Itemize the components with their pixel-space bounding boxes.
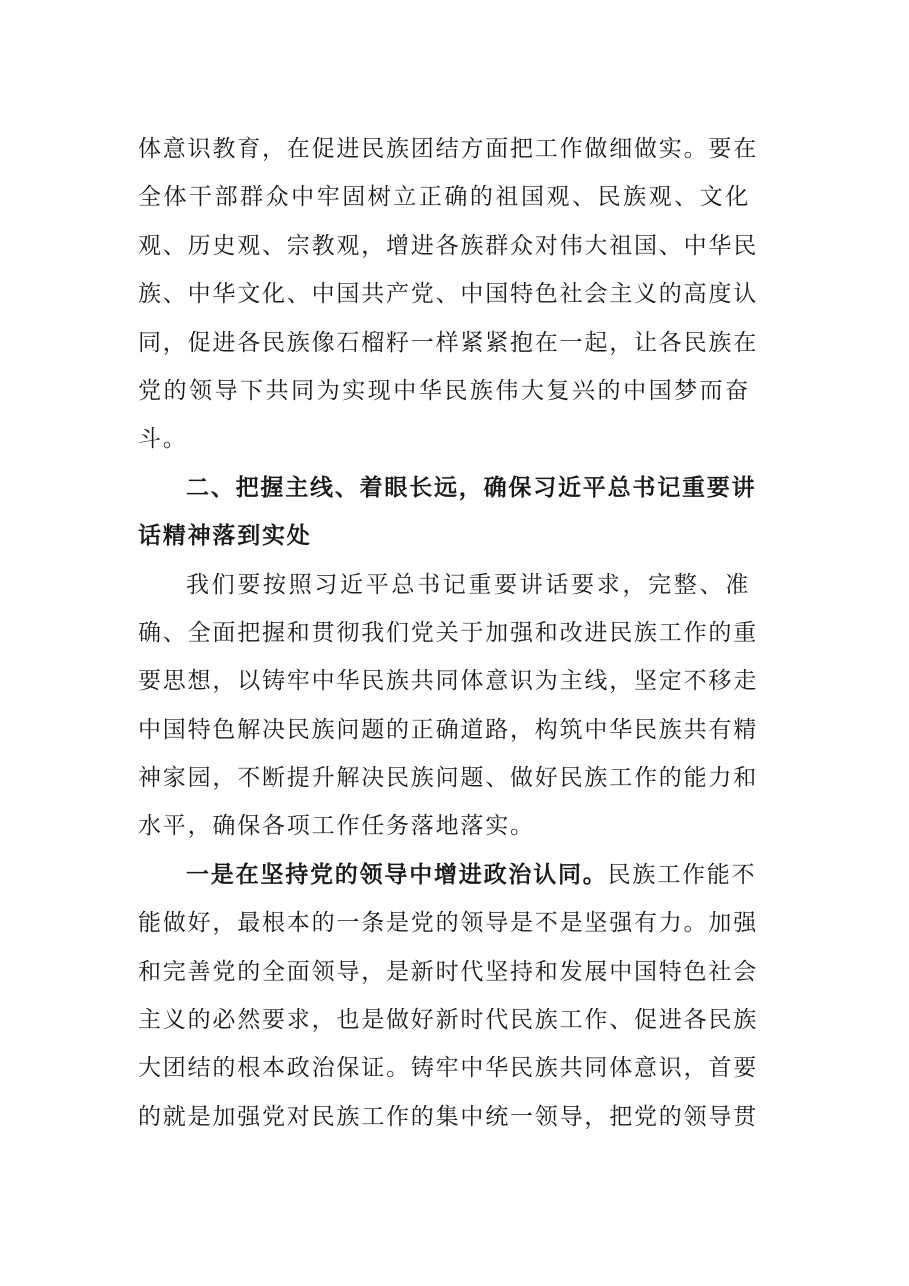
paragraph-line: 我们要按照习近平总书记重要讲话要求，完整、准 <box>186 571 750 598</box>
paragraph-line: 党的领导下共同为实现中华民族伟大复兴的中国梦而奋 <box>138 377 750 404</box>
paragraph-line: 斗。 <box>138 426 188 453</box>
paragraph-line: 族、中华文化、中国共产党、中国特色社会主义的高度认 <box>138 281 758 308</box>
document-body <box>138 125 758 1141</box>
heading-line: 话精神落到实处 <box>138 523 312 550</box>
paragraph-line: 全体干部群众中牢固树立正确的祖国观、民族观、文化 <box>138 184 750 211</box>
paragraph-line: 大团结的根本政治保证。铸牢中华民族共同体意识，首要 <box>138 1055 758 1082</box>
paragraph-line: 确、全面把握和贯彻我们党关于加强和改进民族工作的重 <box>138 619 758 646</box>
paragraph-line: 和完善党的全面领导，是新时代坚持和发展中国特色社会 <box>138 958 758 985</box>
paragraph-line: 神家园，不断提升解决民族问题、做好民族工作的能力和 <box>138 765 758 792</box>
paragraph-line: 能做好，最根本的一条是党的领导是不是坚强有力。加强 <box>138 910 758 937</box>
paragraph-1 <box>138 125 758 464</box>
heading-line: 二、把握主线、着眼长远，确保习近平总书记重要讲 <box>186 474 757 501</box>
paragraph-line: 观、历史观、宗教观，增进各族群众对伟大祖国、中华民 <box>138 232 758 259</box>
paragraph-lead-sentence: 一是在坚持党的领导中增进政治认同。 <box>186 861 608 888</box>
paragraph-line: 水平，确保各项工作任务落地落实。 <box>138 813 535 840</box>
paragraph-line: 体意识教育，在促进民族团结方面把工作做细做实。要在 <box>138 136 758 162</box>
paragraph-3 <box>138 851 758 1141</box>
section-heading <box>138 464 757 561</box>
paragraph-line: 同，促进各民族像石榴籽一样紧紧抱在一起，让各民族在 <box>138 329 758 356</box>
paragraph-lead-rest: 民族工作能不 <box>607 861 757 888</box>
paragraph-line: 的就是加强党对民族工作的集中统一领导，把党的领导贯 <box>138 1103 758 1130</box>
paragraph-line: 要思想，以铸牢中华民族共同体意识为主线，坚定不移走 <box>138 668 758 695</box>
paragraph-2 <box>138 561 758 851</box>
paragraph-line: 主义的必然要求，也是做好新时代民族工作、促进各民族 <box>138 1007 758 1034</box>
paragraph-line: 中国特色解决民族问题的正确道路，构筑中华民族共有精 <box>138 716 758 743</box>
paragraph-first-line <box>138 851 757 899</box>
